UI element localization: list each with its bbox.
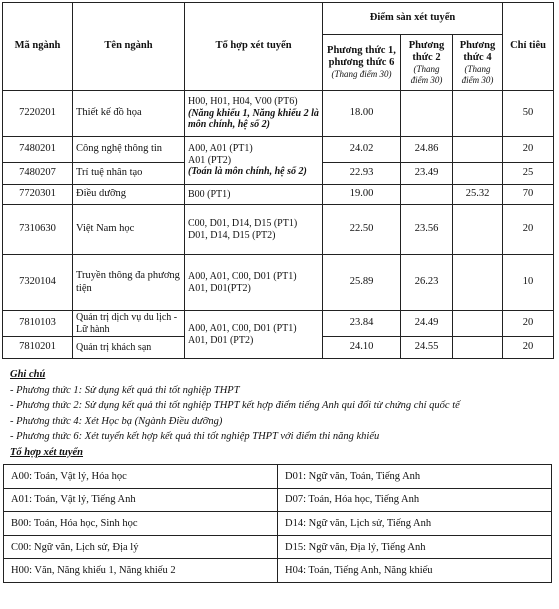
score-method-4 bbox=[453, 163, 503, 185]
program-combo: A00, A01 (PT1) A01 (PT2) (Toán là môn chính, hệ số 2) bbox=[185, 137, 323, 185]
program-name: Quản trị dịch vụ du lịch - Lữ hành bbox=[73, 311, 185, 337]
score-method-1: 23.84 bbox=[323, 311, 401, 337]
table-row bbox=[3, 91, 554, 137]
note-item: - Phương thức 2: Sử dụng kết quả thi tốt nghiệp THPT kết hợp điểm tiếng Anh qui đổi từ chứng chỉ quốc tế bbox=[10, 400, 460, 411]
combo-row bbox=[4, 465, 552, 489]
col-header-method-1: Phương thức 1, phương thức 6 (Thang điểm 30) bbox=[323, 35, 401, 91]
combo-cell: A00: Toán, Vật lý, Hóa học bbox=[4, 465, 278, 489]
program-combo: B00 (PT1) bbox=[185, 185, 323, 205]
program-code: 7320104 bbox=[3, 255, 73, 311]
quota: 25 bbox=[503, 163, 554, 185]
program-combo: C00, D01, D14, D15 (PT1) D01, D14, D15 (PT2) bbox=[185, 205, 323, 255]
program-code: 7310630 bbox=[3, 205, 73, 255]
score-method-2: 26.23 bbox=[401, 255, 453, 311]
score-method-2: 23.56 bbox=[401, 205, 453, 255]
score-method-2: 24.55 bbox=[401, 337, 453, 359]
score-method-1: 22.50 bbox=[323, 205, 401, 255]
score-method-4 bbox=[453, 337, 503, 359]
col-header-method-2: Phương thức 2 (Thang điểm 30) bbox=[401, 35, 453, 91]
header-row-1 bbox=[3, 3, 554, 35]
program-name: Truyền thông đa phương tiện bbox=[73, 255, 185, 311]
combo-cell: D01: Ngữ văn, Toán, Tiếng Anh bbox=[278, 465, 552, 489]
quota: 50 bbox=[503, 91, 554, 137]
quota: 20 bbox=[503, 311, 554, 337]
program-name: Việt Nam học bbox=[73, 205, 185, 255]
quota: 70 bbox=[503, 185, 554, 205]
score-method-4: 25.32 bbox=[453, 185, 503, 205]
program-code: 7220201 bbox=[3, 91, 73, 137]
program-combo: H00, H01, H04, V00 (PT6) (Năng khiếu 1, Năng khiếu 2 là môn chính, hệ số 2) bbox=[185, 91, 323, 137]
combo-row bbox=[4, 535, 552, 559]
program-name: Quản trị khách sạn bbox=[73, 337, 185, 359]
table-row bbox=[3, 137, 554, 163]
program-code: 7810103 bbox=[3, 311, 73, 337]
score-method-1: 24.02 bbox=[323, 137, 401, 163]
program-name: Điều dưỡng bbox=[73, 185, 185, 205]
combo-section-title: Tổ hợp xét tuyển bbox=[10, 446, 84, 458]
program-code: 7480207 bbox=[3, 163, 73, 185]
combo-cell: D07: Toán, Hóa học, Tiếng Anh bbox=[278, 488, 552, 512]
quota: 20 bbox=[503, 205, 554, 255]
combo-cell: B00: Toán, Hóa học, Sinh học bbox=[4, 512, 278, 536]
combo-cell: H00: Văn, Năng khiếu 1, Năng khiếu 2 bbox=[4, 559, 278, 583]
score-method-1: 22.93 bbox=[323, 163, 401, 185]
col-header-combo: Tổ hợp xét tuyển bbox=[185, 3, 323, 91]
notes-title: Ghi chú bbox=[10, 369, 46, 380]
combo-cell: H04: Toán, Tiếng Anh, Năng khiếu bbox=[278, 559, 552, 583]
score-method-4 bbox=[453, 255, 503, 311]
notes-section bbox=[10, 367, 555, 460]
combo-cell: A01: Toán, Vật lý, Tiếng Anh bbox=[4, 488, 278, 512]
score-method-2 bbox=[401, 185, 453, 205]
note-item: - Phương thức 6: Xét tuyển kết hợp kết quả thi tốt nghiệp THPT với điểm thi năng khiếu bbox=[10, 431, 380, 442]
quota: 20 bbox=[503, 137, 554, 163]
score-method-1: 18.00 bbox=[323, 91, 401, 137]
combo-cell: D14: Ngữ văn, Lịch sử, Tiếng Anh bbox=[278, 512, 552, 536]
table-row bbox=[3, 255, 554, 311]
score-method-4 bbox=[453, 311, 503, 337]
score-method-4 bbox=[453, 137, 503, 163]
combo-row bbox=[4, 512, 552, 536]
score-method-2 bbox=[401, 91, 453, 137]
combo-row bbox=[4, 488, 552, 512]
subject-combination-table bbox=[3, 464, 552, 583]
score-method-2: 24.86 bbox=[401, 137, 453, 163]
combo-cell: C00: Ngữ văn, Lịch sử, Địa lý bbox=[4, 535, 278, 559]
score-method-1: 25.89 bbox=[323, 255, 401, 311]
score-method-4 bbox=[453, 205, 503, 255]
admission-score-table bbox=[2, 2, 554, 359]
col-header-name: Tên ngành bbox=[73, 3, 185, 91]
table-row bbox=[3, 311, 554, 337]
combo-cell: D15: Ngữ văn, Địa lý, Tiếng Anh bbox=[278, 535, 552, 559]
quota: 20 bbox=[503, 337, 554, 359]
col-header-method-4: Phương thức 4 (Thang điểm 30) bbox=[453, 35, 503, 91]
col-header-code: Mã ngành bbox=[3, 3, 73, 91]
program-name: Thiết kế đồ họa bbox=[73, 91, 185, 137]
score-method-1: 24.10 bbox=[323, 337, 401, 359]
note-item: - Phương thức 4: Xét Học bạ (Ngành Điều dưỡng) bbox=[10, 415, 223, 427]
score-method-1: 19.00 bbox=[323, 185, 401, 205]
program-code: 7810201 bbox=[3, 337, 73, 359]
note-item: - Phương thức 1: Sử dụng kết quả thi tốt nghiệp THPT bbox=[10, 384, 240, 396]
col-header-quota: Chỉ tiêu bbox=[503, 3, 554, 91]
score-method-2: 23.49 bbox=[401, 163, 453, 185]
program-combo: A00, A01, C00, D01 (PT1) A01, D01(PT2) bbox=[185, 255, 323, 311]
program-name: Công nghệ thông tin bbox=[73, 137, 185, 163]
program-code: 7720301 bbox=[3, 185, 73, 205]
program-name: Trí tuệ nhân tạo bbox=[73, 163, 185, 185]
program-code: 7480201 bbox=[3, 137, 73, 163]
combo-row bbox=[4, 559, 552, 583]
score-method-2: 24.49 bbox=[401, 311, 453, 337]
quota: 10 bbox=[503, 255, 554, 311]
program-combo: A00, A01, C00, D01 (PT1) A01, D01 (PT2) bbox=[185, 311, 323, 359]
table-row bbox=[3, 185, 554, 205]
col-header-score-group: Điểm sàn xét tuyển bbox=[323, 3, 503, 35]
score-method-4 bbox=[453, 91, 503, 137]
table-row bbox=[3, 205, 554, 255]
